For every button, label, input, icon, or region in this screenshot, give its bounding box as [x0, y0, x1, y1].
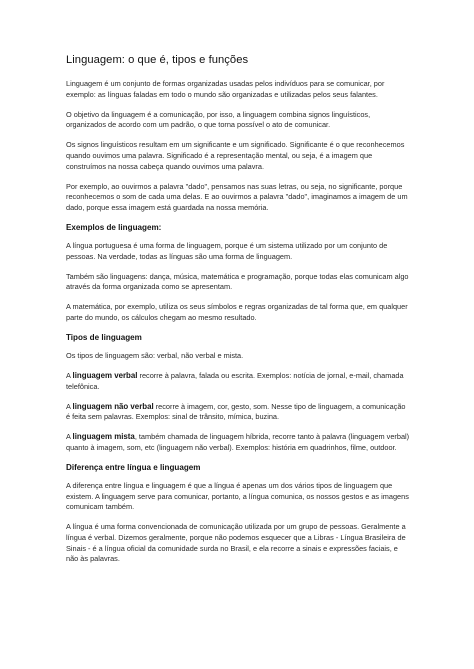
text-run: A — [66, 432, 73, 442]
paragraph: Linguagem é um conjunto de formas organizadas usadas pelos indivíduos para se comunicar, por exemplo: as línguas faladas em todo o mundo são organizadas e utilizadas pelos seus falantes. — [66, 79, 385, 99]
paragraph: Por exemplo, ao ouvirmos a palavra "dado", pensamos nas suas letras, ou seja, no significante, porque reconhecemos o som de cada uma delas. E ao ouvirmos a palavra "dado", imaginamos a imagem de um dado, porque essa imagem está guardada na nossa memória. — [66, 181, 408, 212]
paragraph: A diferença entre língua e linguagem é que a língua é apenas um dos vários tipos de linguagem que existem. A linguagem serve para comunicar, portanto, a língua comunica, os nossos gestos e as imagens comunicam também. — [66, 481, 409, 512]
text-run: recorre à palavra, falada ou escrita. Exemplos: notícia de jornal, e-mail, chamada telefônica. — [66, 371, 404, 391]
bold-term: linguagem mista — [72, 432, 135, 442]
paragraph: Os tipos de linguagem são: verbal, não verbal e mista. — [66, 351, 244, 360]
bold-term: linguagem não verbal — [72, 401, 154, 411]
section-heading: Exemplos de linguagem: — [66, 222, 162, 232]
paragraph: O objetivo da linguagem é a comunicação, por isso, a linguagem combina signos linguísticos, organizados de acordo com um padrão, o que torna possível o ato de comunicar. — [66, 109, 371, 130]
paragraph: Também são linguagens: dança, música, matemática e programação, porque todas elas comunicam algo através da forma organizada como se apresentam. — [66, 271, 409, 292]
paragraph — [66, 402, 411, 423]
text-run: A — [66, 401, 73, 411]
section-heading: Diferença entre língua e linguagem — [66, 463, 201, 473]
paragraph: A matemática, por exemplo, utiliza os seus símbolos e regras organizadas de tal forma que, em qualquer parte do mundo, os cálculos chegam ao mesmo resultado. — [66, 302, 408, 322]
text-run: recorre à imagem, cor, gesto, som. Nesse tipo de linguagem, a comunicação é feita sem palavras. Exemplos: sinal de trânsito, mímica, buzina. — [66, 401, 406, 422]
section-heading: Tipos de linguagem — [66, 333, 142, 342]
paragraph: Os signos linguísticos resultam em um significante e um significado. Significante é o que reconhecemos quando ouvimos uma palavra. Significado é a representação mental, ou seja, é a imagem que construímos na nossa cabeça quando ouvimos uma palavra. — [66, 140, 405, 171]
document-body — [66, 79, 411, 565]
paragraph — [66, 371, 411, 392]
page-title: Linguagem: o que é, tipos e funções — [66, 54, 249, 66]
text-run: , também chamada de linguagem híbrida, recorre tanto à palavra (linguagem verbal) quanto à imagem, som, etc (linguagem não verbal). Exemplos: história em quadrinhos, filme, outdoor. — [66, 432, 410, 453]
text-run: A — [66, 371, 73, 381]
paragraph — [66, 432, 411, 453]
bold-term: linguagem verbal — [72, 371, 138, 381]
paragraph: A língua é uma forma convencionada de comunicação utilizada por um grupo de pessoas. Geralmente a língua é verbal. Dizemos geralmente, porque não podemos esquecer que a Libras - Língua Brasileira de Sinais - é a língua oficial da comunidade surda no Brasil, e ela recorre a sinais e expressões faciais, e não às palavras. — [66, 522, 406, 564]
document-page — [66, 54, 411, 574]
paragraph: A língua portuguesa é uma forma de linguagem, porque é um sistema utilizado por um conjunto de pessoas. Na verdade, todas as línguas são uma forma de linguagem. — [66, 240, 388, 261]
